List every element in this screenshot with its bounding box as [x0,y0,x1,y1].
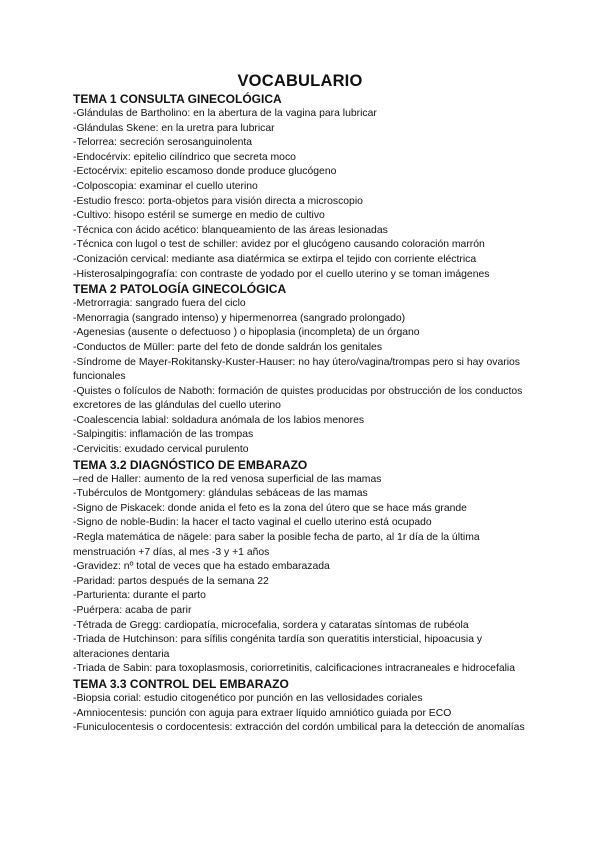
vocabulary-entry: -Biopsia corial: estudio citogenético por punción en las vellosidades coriales [73,692,423,704]
sections-container [73,92,540,736]
document-title: VOCABULARIO [237,72,363,90]
vocabulary-entry: -Conización cervical: mediante asa diatérmica se extirpa el tejido con corriente eléctrica [73,253,477,265]
vocabulary-entry: -Amniocentesis: punción con aguja para extraer líquido amniótico guiada por ECO [73,707,452,719]
vocabulary-entry: -Regla matemática de nägele: para saber la posible fecha de parto, al 1r día de la última menstruación +7 días, al mes -3 y +1 años [73,532,480,558]
vocabulary-entry: -Tubérculos de Montgomery: glándulas sebáceas de las mamas [73,488,368,500]
vocabulary-entry: -Telorrea: secreción serosanguinolenta [73,137,253,149]
vocabulary-entry: -Metrorragia: sangrado fuera del ciclo [73,298,246,310]
vocabulary-entry: -Menorragia (sangrado intenso) y hipermenorrea (sangrado prolongado) [73,312,406,324]
vocabulary-entry: -Parturienta: durante el parto [73,590,206,602]
vocabulary-entry: -Signo de Piskacek: donde anida el feto es la zona del útero que se hace más grande [73,502,467,514]
vocabulary-entry: -Paridad: partos después de la semana 22 [73,575,269,587]
vocabulary-entry: -Histerosalpingografía: con contraste de yodado por el cuello uterino y se toman imágenes [73,268,490,280]
vocabulary-entry: -Colposcopia: examinar el cuello uterino [73,180,258,192]
vocabulary-entry: -Glándulas Skene: en la uretra para lubricar [73,122,275,134]
vocabulary-entry: -Tétrada de Gregg: cardiopatía, microcefalia, sordera y cataratas síntomas de rubéola [73,619,469,631]
vocabulary-entry: -Cervicitis: exudado cervical purulento [73,444,249,456]
section-heading: TEMA 3.3 CONTROL DEL EMBARAZO [73,676,289,691]
vocabulary-entry: -Endocérvix: epitelio cilíndrico que secreta moco [73,151,296,163]
vocabulary-entry: -Salpingitis: inflamación de las trompas [73,429,254,441]
vocabulary-entry: -Glándulas de Bartholino: en la abertura de la vagina para lubricar [73,108,377,119]
vocabulary-entry: -Triada de Sabin: para toxoplasmosis, coriorretinitis, calcificaciones intracraneales e hidrocefalia [73,663,516,675]
vocabulary-entry: -Puérpera: acaba de parir [73,605,192,616]
vocabulary-entry: -Síndrome de Mayer-Rokitansky-Kuster-Hauser: no hay útero/vagina/trompas pero si hay ovarios funcionales [73,356,520,383]
vocabulary-entry: -Gravidez: nº total de veces que ha estado embarazada [73,561,330,573]
vocabulary-entry: -Conductos de Müller: parte del feto de donde saldrán los genitales [73,341,383,353]
vocabulary-entry: -Ectocérvix: epitelio escamoso donde produce glucógeno [73,166,337,178]
vocabulary-entry: -Técnica con lugol o test de schiller: avidez por el glucógeno causando coloración marrón [73,239,485,251]
section-heading: TEMA 1 CONSULTA GINECOLÓGICA [73,92,282,106]
vocabulary-entry: -Funiculocentesis o cordocentesis: extracción del cordón umbilical para la detección de anomalías [73,722,525,734]
section-heading: TEMA 2 PATOLOGÍA GINECOLÓGICA [73,282,287,297]
vocabulary-entry: -Triada de Hutchinson: para sífilis congénita tardía son queratitis intersticial, hipoacusia y alteraciones dentaria [73,634,483,660]
vocabulary-entry: -Coalescencia labial: soldadura anómala de los labios menores [73,414,365,426]
vocabulary-entry: -Cultivo: hisopo estéril se sumerge en medio de cultivo [73,210,325,222]
vocabulary-entry: -Estudio fresco: porta-objetos para visión directa a microscopio [73,195,363,207]
vocabulary-entry: –red de Haller: aumento de la red venosa superficial de las mamas [73,473,382,485]
section-heading: TEMA 3.2 DIAGNÓSTICO DE EMBARAZO [73,457,308,472]
vocabulary-entry: -Agenesias (ausente o defectuoso ) o hipoplasia (incompleta) de un órgano [73,327,420,339]
vocabulary-entry: -Técnica con ácido acético: blanqueamiento de las áreas lesionadas [73,224,388,236]
vocabulary-entry: -Signo de noble-Budin: la hacer el tacto vaginal el cuello uterino está ocupado [73,517,432,529]
vocabulary-entry: -Quistes o folículos de Naboth: formación de quistes producidas por obstrucción de los conductos excretores de las glándulas del cuello uterino [73,385,523,412]
